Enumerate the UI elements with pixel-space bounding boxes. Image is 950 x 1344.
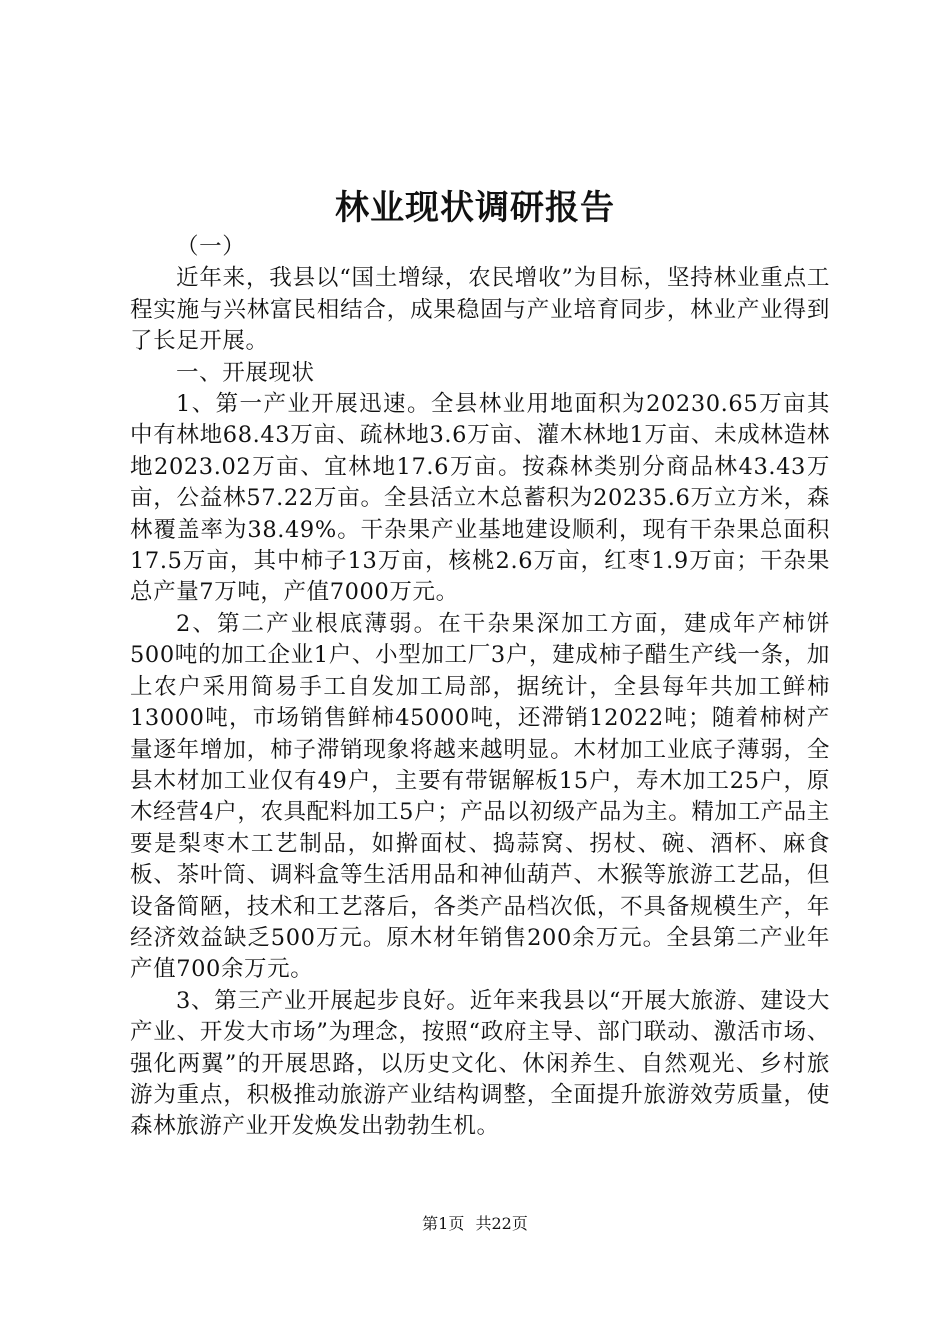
page-number: 第1页 xyxy=(422,1214,465,1233)
paragraph-tertiary-industry: 3、第三产业开展起步良好。近年来我县以“开展大旅游、建设大产业、开发大市场”为理念，按照“政府主导、部门联动、激活市场、强化两翼”的开展思路，以历史文化、休闲养生、自然观光、乡村旅游为重点，积极推动旅游产业结构调整，全面提升旅游效劳质量，使森林旅游产业开发焕发出勃勃生机。 xyxy=(130,987,830,1140)
document-title: 林业现状调研报告 xyxy=(335,188,615,228)
paragraph-secondary-industry: 2、第二产业根底薄弱。在干杂果深加工方面，建成年产柿饼500吨的加工企业1户、小型加工厂3户，建成柿子醋生产线一条，加上农户采用简易手工自发加工局部，据统计，全县每年共加工鲜柿13000吨，市场销售鲜柿45000吨，还滞销12022吨；随着柿树产量逐年增加，柿子滞销现象将越来越明显。木材加工业底子薄弱，全县木材加工业仅有49户，主要有带锯解板15户，寿木加工25户，原木经营4户，农具配料加工5户；产品以初级产品为主。精加工产品主要是梨枣木工艺制品，如擀面杖、捣蒜窝、拐杖、碗、酒杯、麻食板、茶叶筒、调料盒等生活用品和神仙葫芦、木猴等旅游工艺品，但设备简陋，技术和工艺落后，各类产品档次低，不具备规模生产，年经济效益缺乏500万元。原木材年销售200余万元。全县第二产业年产值700余万元。 xyxy=(130,610,830,983)
section-marker: （一） xyxy=(176,234,246,260)
section-heading: 一、开展现状 xyxy=(176,359,315,386)
page-footer xyxy=(0,1212,950,1236)
document-body xyxy=(130,232,830,1143)
paragraph-primary-industry: 1、第一产业开展迅速。全县林业用地面积为20230.65万亩其中有林地68.43万亩、疏林地3.6万亩、灌木林地1万亩、未成林造林地2023.02万亩、宜林地17.6万亩。按森林类别分商品林43.43万亩，公益林57.22万亩。全县活立木总蓄积为20235.6万立方米，森林覆盖率为38.49%。干杂果产业基地建设顺利，现有干杂果总面积17.5万亩，其中柿子13万亩，核桃2.6万亩，红枣1.9万亩；干杂果总产量7万吨，产值7000万元。 xyxy=(130,391,830,606)
page-total: 共22页 xyxy=(475,1214,528,1233)
paragraph-intro: 近年来，我县以“国土增绿，农民增收”为目标，坚持林业重点工程实施与兴林富民相结合，成果稳固与产业培育同步，林业产业得到了长足开展。 xyxy=(130,265,830,355)
